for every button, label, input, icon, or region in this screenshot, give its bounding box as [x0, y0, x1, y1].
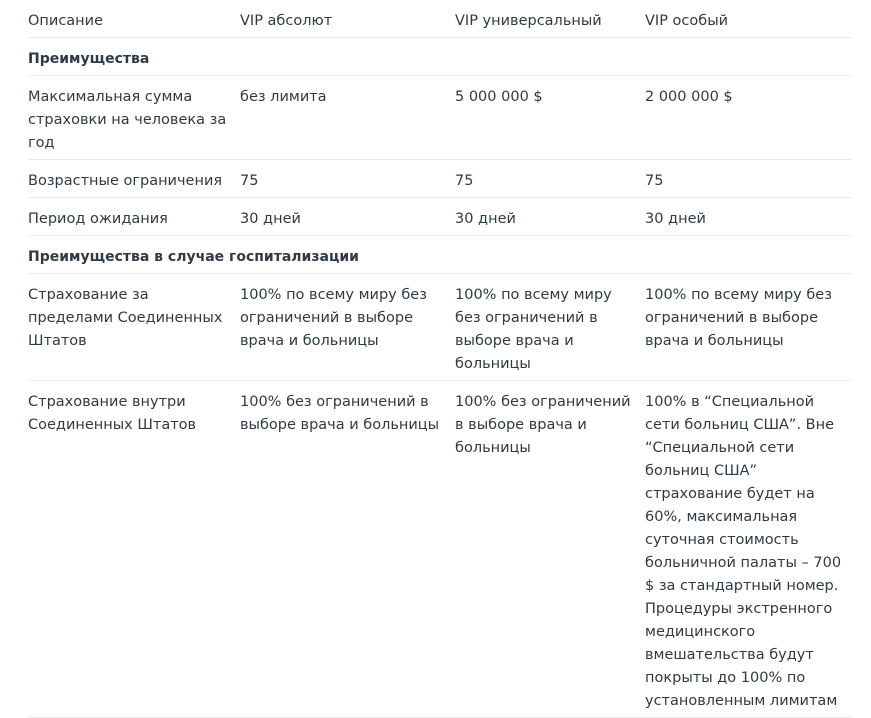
row-label: Максимальная сумма страховки на человека за год: [28, 76, 240, 160]
cell-vip-universal: 30 дней: [455, 198, 645, 236]
table-header-row: [28, 0, 852, 38]
table-row-max-sum: [28, 76, 852, 160]
cell-vip-universal: 100% по всему миру без ограничений в выборе врача и больницы: [455, 274, 645, 381]
cell-vip-universal: 100% без ограничений в выборе врача и больницы: [455, 381, 645, 718]
cell-vip-special: 100% по всему миру без ограничений в выборе врача и больницы: [645, 274, 852, 381]
cell-vip-absolute: 75: [240, 160, 455, 198]
header-vip-absolute: VIP абсолют: [240, 0, 455, 38]
cell-vip-universal: 75: [455, 160, 645, 198]
cell-vip-universal: 5 000 000 $: [455, 76, 645, 160]
cell-vip-special: 2 000 000 $: [645, 76, 852, 160]
header-vip-universal: VIP универсальный: [455, 0, 645, 38]
cell-vip-absolute: 100% без ограничений в выборе врача и больницы: [240, 381, 455, 718]
section-title-benefits: Преимущества: [28, 38, 852, 76]
row-label: Страхование за пределами Соединенных Штатов: [28, 274, 240, 381]
row-label: Возрастные ограничения: [28, 160, 240, 198]
row-label: Страхование внутри Соединенных Штатов: [28, 381, 240, 718]
header-description: Описание: [28, 0, 240, 38]
section-row-benefits: [28, 38, 852, 76]
comparison-table-container: [28, 0, 852, 718]
table-row-waiting-period: [28, 198, 852, 236]
table-row-inside-us: [28, 381, 852, 718]
cell-vip-special: 100% в “Специальной сети больниц США”. Вне “Специальной сети больниц США” страхование будет на 60%, максимальная суточная стоимость больничной палаты – 700 $ за стандартный номер. Процедуры экстренного медицинского вмешательства будут покрыты до 100% по установленным лимитам: [645, 381, 852, 718]
cell-vip-absolute: 100% по всему миру без ограничений в выборе врача и больницы: [240, 274, 455, 381]
cell-vip-absolute: 30 дней: [240, 198, 455, 236]
header-vip-special: VIP особый: [645, 0, 852, 38]
table-row-age-limit: [28, 160, 852, 198]
cell-vip-special: 75: [645, 160, 852, 198]
section-row-hospitalization: [28, 236, 852, 274]
cell-vip-absolute: без лимита: [240, 76, 455, 160]
row-label: Период ожидания: [28, 198, 240, 236]
table-row-outside-us: [28, 274, 852, 381]
cell-vip-special: 30 дней: [645, 198, 852, 236]
section-title-hospitalization: Преимущества в случае госпитализации: [28, 236, 852, 274]
plan-comparison-table: [28, 0, 852, 718]
